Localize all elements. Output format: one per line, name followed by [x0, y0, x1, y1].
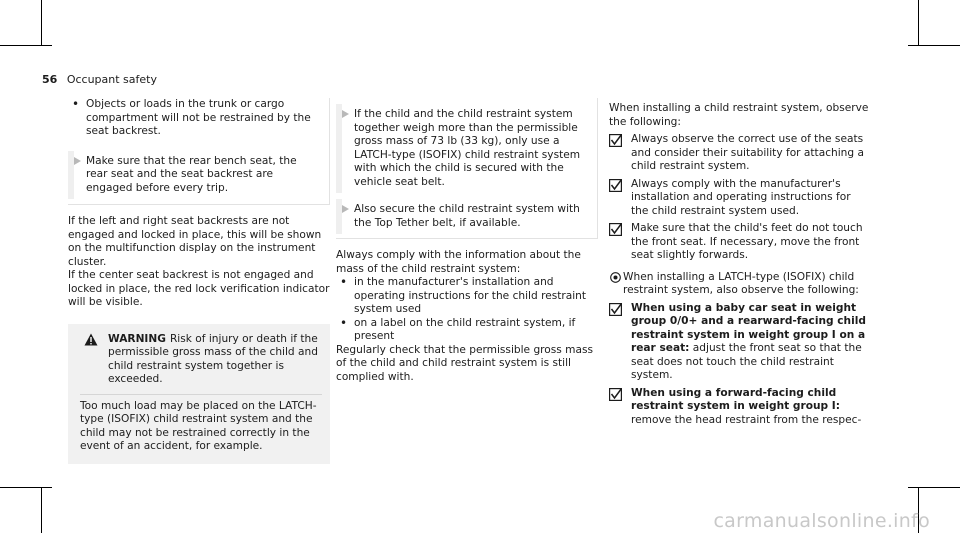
checkbox-icon — [609, 223, 622, 236]
warning-label: WARNING — [108, 332, 166, 345]
instruction-box — [68, 98, 330, 205]
bullet-list — [336, 276, 598, 344]
paragraph: When installing a child restraint system, observe the following: — [609, 102, 869, 128]
check-item — [609, 387, 871, 428]
check-text — [631, 387, 871, 428]
paragraph: Always comply with the information about the mass of the child restraint system: — [336, 249, 581, 275]
list-item: • on a label on the child restraint system, if present — [336, 317, 598, 344]
step-text: Also secure the child restraint system with the Top Tether belt, if available. — [354, 203, 580, 229]
instruction-box — [336, 98, 598, 239]
bullet-list — [68, 98, 329, 139]
check-text: Always observe the correct use of the seats and consider their suitability for attaching a child restraint system. — [631, 133, 864, 172]
arrow-icon — [342, 110, 349, 118]
crop-mark — [908, 45, 960, 46]
page-header — [42, 73, 157, 87]
divider — [80, 394, 322, 395]
check-title: When using a forward-facing child restraint system in weight group I: — [631, 386, 840, 412]
isofix-note — [609, 271, 871, 298]
check-body: adjust the front seat so that the seat does not touch the child restraint system. — [631, 342, 862, 381]
warning-header — [80, 333, 322, 387]
crop-mark — [41, 0, 42, 45]
crop-mark — [41, 488, 42, 533]
warning-icon — [84, 333, 98, 346]
check-body: remove the head restraint from the respec- — [631, 413, 862, 426]
page-number: 56 — [42, 73, 58, 86]
checkbox-icon — [609, 179, 622, 192]
crop-mark — [0, 487, 52, 488]
crop-mark — [908, 487, 960, 488]
check-title: When using a baby car seat in weight group 0/0+ and a rearward-facing child restraint system in weight group I on a rear seat: — [631, 301, 866, 354]
instruction-step — [68, 155, 329, 196]
instruction-step — [336, 203, 597, 230]
check-text — [631, 302, 871, 383]
column-3 — [609, 102, 871, 427]
section-title: Occupant safety — [66, 73, 157, 86]
checkbox-icon — [609, 303, 622, 316]
check-item — [609, 178, 871, 219]
check-text: Make sure that the child's feet do not touch the front seat. If necessary, move the front seat slightly forwards. — [631, 222, 863, 261]
list-item: • in the manufacturer's installation and operating instructions for the child restraint system used — [336, 276, 598, 317]
warning-text: Risk of injury or death if the permissible gross mass of the child and child restraint system together is exceeded. — [108, 332, 318, 385]
check-text: Always comply with the manufacturer's installation and operating instructions for the child restraint system used. — [631, 177, 851, 217]
instruction-step — [336, 108, 597, 189]
check-item — [609, 222, 871, 263]
checkbox-icon — [609, 134, 622, 147]
check-item — [609, 302, 871, 383]
paragraph: If the center seat backrest is not engaged and locked in place, the red lock verification indicator will be visible. — [68, 269, 330, 308]
crop-mark — [0, 45, 52, 46]
arrow-icon — [74, 157, 81, 165]
list-item: • Objects or loads in the trunk or cargo compartment will not be restrained by the seat backrest. — [68, 98, 329, 139]
isofix-icon — [610, 272, 621, 283]
warning-body: Too much load may be placed on the LATCH-type (ISOFIX) child restraint system and the child may not be restrained correctly in the event of an accident, for example. — [80, 399, 317, 452]
column-1 — [68, 98, 330, 464]
crop-mark — [918, 0, 919, 45]
column-2 — [336, 98, 598, 384]
isofix-text: When installing a LATCH-type (ISOFIX) child restraint system, also observe the following: — [623, 270, 859, 296]
checkbox-icon — [609, 388, 622, 401]
warning-box — [68, 324, 330, 464]
paragraph: If the left and right seat backrests are not engaged and locked in place, this will be shown on the multifunction display on the instrument cluster. — [68, 215, 322, 268]
paragraph: Regularly check that the permissible gross mass of the child and child restraint system is still complied with. — [336, 343, 594, 383]
arrow-icon — [342, 205, 349, 213]
check-item — [609, 133, 871, 174]
step-text: If the child and the child restraint system together weigh more than the permissible gross mass of 73 lb (33 kg), only use a LATCH-type (ISOFIX) child restraint system with which the child is secured with the vehicle seat belt. — [354, 108, 581, 188]
watermark: carmanualsonline.info — [713, 509, 930, 532]
step-text: Make sure that the rear bench seat, the rear seat and the seat backrest are engaged before every trip. — [86, 154, 297, 194]
